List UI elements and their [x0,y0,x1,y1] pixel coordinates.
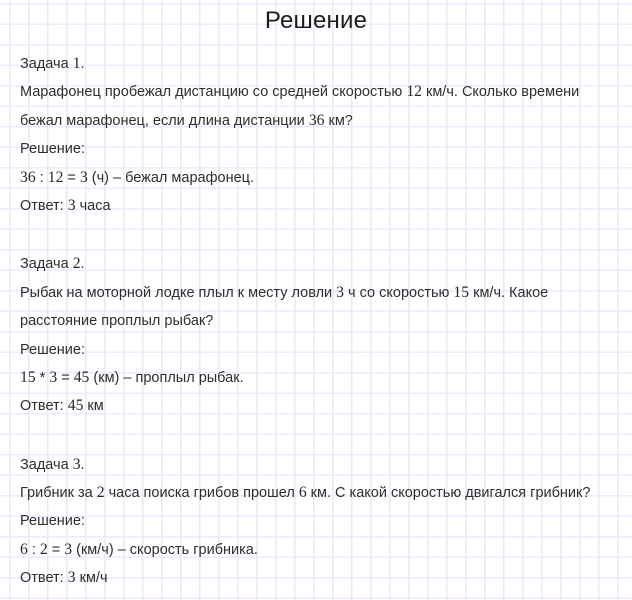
problem-text-line: Грибник за 2 часа поиска грибов прошел 6 км. С какой скоростью двигался грибник? [20,484,591,502]
task-block-1 [20,50,612,220]
solution-label: Решение: [20,141,85,158]
solution-label: Решение: [20,341,85,358]
task-block-2 [20,250,612,420]
problem-text-line: расстояние проплыл рыбак? [20,313,214,330]
answer-text: Ответ: 3 часа [20,196,111,214]
answer-text: Ответ: 45 км [20,397,104,415]
solution-equation: 36 : 12 = 3 (ч) – бежал марафонец. [20,168,254,186]
task-label: Задача 1. [20,55,85,72]
answer-text: Ответ: 3 км/ч [20,569,108,587]
solution-equation: 15 * 3 = 45 (км) – проплыл рыбак. [20,368,244,386]
task-label: Задача 3. [20,455,85,473]
solution-equation: 6 : 2 = 3 (км/ч) – скорость грибника. [20,540,258,558]
page-title: Решение [264,7,368,34]
document-content [0,50,632,593]
task-block-3 [20,451,612,593]
task-label: Задача 2. [20,255,85,273]
problem-text-line: Рыбак на моторной лодке плыл к месту ловли 3 ч со скоростью 15 км/ч. Какое [20,283,549,301]
problem-text-line: Марафонец пробежал дистанцию со средней скоростью 12 км/ч. Сколько времени [20,83,580,101]
solution-label: Решение: [20,513,85,530]
problem-text-line: бежал марафонец, если длина дистанции 36 км? [20,111,353,129]
